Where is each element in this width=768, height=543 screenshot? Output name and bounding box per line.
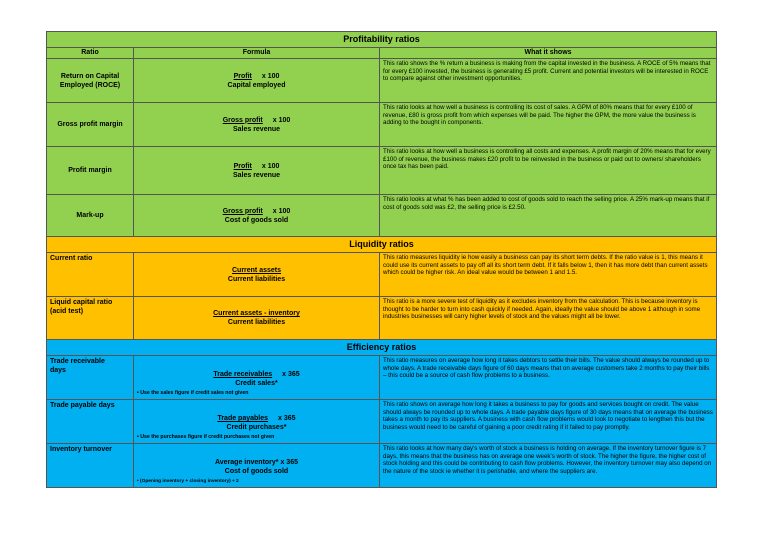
formula-numerator: Trade receivables bbox=[213, 371, 273, 378]
table-row bbox=[47, 147, 717, 195]
formula-numerator: Average inventory* x 365 bbox=[214, 459, 298, 466]
formula-denominator: Cost of goods sold bbox=[224, 216, 289, 224]
formula-numerator: Trade payables bbox=[217, 415, 269, 422]
formula-footnote: • Use the purchases figure if credit purchases not given bbox=[137, 434, 275, 440]
ratio-name bbox=[47, 59, 134, 103]
efficiency-title-row bbox=[47, 340, 717, 356]
formula-numerator: Profit bbox=[233, 162, 252, 170]
header-ratio: Ratio bbox=[47, 48, 134, 59]
ratio-name: Gross profit margin bbox=[47, 103, 134, 147]
ratio-name-line: Trade receivable bbox=[50, 358, 105, 365]
table-row bbox=[47, 444, 717, 488]
ratio-name bbox=[47, 356, 134, 400]
ratio-name: Mark-up bbox=[47, 195, 134, 237]
section-title-liquidity: Liquidity ratios bbox=[47, 237, 717, 253]
section-title-profitability: Profitability ratios bbox=[47, 32, 717, 48]
ratio-formula bbox=[134, 147, 380, 195]
ratio-name-line: days bbox=[50, 367, 66, 374]
section-title-efficiency: Efficiency ratios bbox=[47, 340, 717, 356]
ratio-name: Profit margin bbox=[47, 147, 134, 195]
ratio-name bbox=[47, 297, 134, 340]
table-row bbox=[47, 253, 717, 297]
ratio-formula bbox=[134, 195, 380, 237]
table-row bbox=[47, 400, 717, 444]
formula-multiplier: x 100 bbox=[261, 162, 280, 170]
ratio-description: This ratio is a more severe test of liquidity as it excludes inventory from the calculation. This is because inventory is thought to be harder to turn into cash quickly if needed. Again, ideally the value should be above 1 although in some industries businesses will carry higher levels of stock and the values might all be lower. bbox=[380, 297, 717, 340]
formula-numerator: Gross profit bbox=[222, 116, 263, 124]
formula-multiplier: x 100 bbox=[272, 116, 291, 124]
ratio-description: This ratio shows the % return a business is making from the capital invested in the business. A ROCE of 5% means that for every £100 invested, the business is generating £5 profit. Current and potential investors will be interested in ROCE to compare against other investment opportunities. bbox=[380, 59, 717, 103]
formula-denominator: Capital employed bbox=[227, 81, 286, 89]
formula-footnote: • Use the sales figure if credit sales not given bbox=[137, 390, 249, 396]
table-row bbox=[47, 297, 717, 340]
formula-denominator: Credit purchases* bbox=[226, 424, 287, 431]
formula-multiplier: x 100 bbox=[272, 207, 291, 215]
ratio-name-line: Return on Capital bbox=[60, 72, 120, 80]
formula-numerator: Gross profit bbox=[222, 207, 263, 215]
ratio-name: Trade payable days bbox=[47, 400, 134, 444]
table-row bbox=[47, 356, 717, 400]
table-row bbox=[47, 59, 717, 103]
ratio-description: This ratio looks at how well a business is controlling its cost of sales. A GPM of 80% means that for every £100 of revenue, £80 is gross profit from which expenses will be paid. The higher the GPM, the more value the business is adding to the bought in components. bbox=[380, 103, 717, 147]
ratio-description: This ratio looks at how well a business is controlling all costs and expenses. A profit margin of 20% means that for every £100 of revenue, the business makes £20 profit to be reinvested in the business or paid out to owners/ shareholders once tax has been paid. bbox=[380, 147, 717, 195]
formula-footnote: • (Opening inventory + closing inventory) ÷ 2 bbox=[137, 479, 239, 484]
formula-denominator: Current liabilities bbox=[227, 319, 286, 326]
formula-denominator: Sales revenue bbox=[232, 171, 281, 179]
formula-multiplier: x 365 bbox=[278, 415, 296, 422]
formula-numerator: Current assets bbox=[231, 266, 282, 274]
liquidity-title-row bbox=[47, 237, 717, 253]
formula-denominator: Credit sales* bbox=[235, 380, 278, 387]
ratio-name: Inventory turnover bbox=[47, 444, 134, 488]
profitability-title-row bbox=[47, 32, 717, 48]
formula-numerator: Profit bbox=[233, 72, 252, 80]
header-what-it-shows: What it shows bbox=[380, 48, 717, 59]
ratio-formula bbox=[134, 103, 380, 147]
table-row bbox=[47, 103, 717, 147]
ratio-formula bbox=[134, 297, 380, 340]
ratios-table bbox=[46, 31, 717, 488]
table-row bbox=[47, 195, 717, 237]
ratio-name-line: Employed (ROCE) bbox=[59, 81, 121, 89]
header-row bbox=[47, 48, 717, 59]
ratio-formula bbox=[134, 356, 380, 400]
formula-denominator: Current liabilities bbox=[227, 275, 286, 283]
formula-denominator: Sales revenue bbox=[232, 125, 281, 133]
formula-denominator: Cost of goods sold bbox=[224, 468, 289, 475]
ratio-description: This ratio looks at what % has been added to cost of goods sold to reach the selling price. A 25% mark-up means that if cost of goods sold was £2, the selling price is £2.50. bbox=[380, 195, 717, 237]
ratio-description: This ratio looks at how many day's worth of stock a business is holding on average. If the inventory turnover figure is 7 days, this means that the business has on average one week's worth of stock. The higher the figure, the higher cost of stock holding and this could be contributing to cash flow problems. However, the inventory turnover may also depend on the nature of the stock ie whether it is perishable, and where the suppliers are. bbox=[380, 444, 717, 488]
formula-numerator: Current assets - inventory bbox=[213, 310, 300, 317]
ratio-description: This ratio measures liquidity ie how easily a business can pay its short term debts. If the ratio value is 1, this means it could use its current assets to pay off all its short term debt. If it falls below 1, then it has more debt than current assets which could be higher risk. An ideal value would be between 1 and 1.5. bbox=[380, 253, 717, 297]
ratio-name-line: Liquid capital ratio bbox=[50, 299, 113, 306]
ratio-name-line: (acid test) bbox=[50, 308, 84, 315]
header-formula: Formula bbox=[134, 48, 380, 59]
ratio-formula bbox=[134, 253, 380, 297]
formula-multiplier: x 365 bbox=[282, 371, 300, 378]
ratio-formula bbox=[134, 444, 380, 488]
ratio-formula bbox=[134, 400, 380, 444]
ratio-formula bbox=[134, 59, 380, 103]
ratio-name: Current ratio bbox=[47, 253, 134, 297]
formula-multiplier: x 100 bbox=[261, 72, 280, 80]
ratio-description: This ratio shows on average how long it takes a business to pay for goods and services bought on credit. The value should always be rounded up to whole days. A trade payable days figure of 30 days means that on average the business takes a month to pay its suppliers. A business with cash flow problems would look to negotiate to lengthen this but the business would need to be careful of gaining a poor credit rating if it failed to pay promptly. bbox=[380, 400, 717, 444]
ratio-description: This ratio measures on average how long it takes debtors to settle their bills. The value should always be rounded up to whole days. A trade receivable days figure of 60 days means that on average customers take 2 months to pay their bills – this could be a source of cash flow problems to a business. bbox=[380, 356, 717, 400]
